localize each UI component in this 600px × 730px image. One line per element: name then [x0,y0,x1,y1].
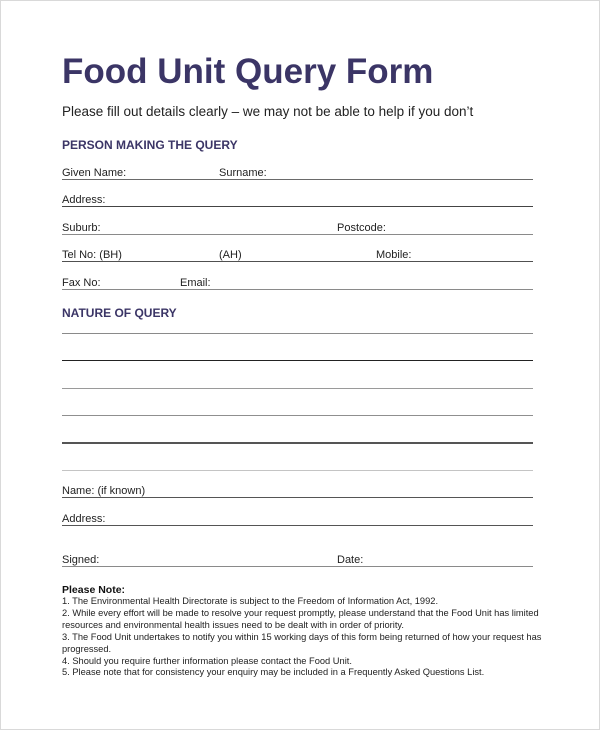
tel-bh-label: Tel No: (BH) [62,249,122,261]
note-item: 1. The Environmental Health Directorate is subject to the Freedom of Information Act, 1992. [62,596,439,606]
fax-email-field[interactable] [62,289,533,290]
address-field[interactable] [62,206,533,207]
signed-date-field[interactable] [62,566,533,567]
mobile-label: Mobile: [376,249,412,261]
date-label: Date: [337,554,364,566]
query-line-1[interactable] [62,333,533,334]
suburb-label: Suburb: [62,222,101,234]
query-line-2[interactable] [62,360,533,361]
address-label: Address: [62,194,106,206]
note-item: 4. Should you require further information please contact the Food Unit. [62,655,352,666]
section-heading-person: PERSON MAKING THE QUERY [62,138,238,152]
subject-address-label: Address: [62,513,106,525]
name-if-known-field[interactable] [62,497,533,498]
note-item: 2. While every effort will be made to resolve your request promptly, please understand that the Food Unit has limited resources and environmental health issues need to be dealt with in order of priority. [62,607,539,630]
given-name-label: Given Name: [62,167,127,179]
name-if-known-label: Name: (if known) [62,485,146,497]
notes-block [62,584,542,679]
query-line-3[interactable] [62,388,533,389]
suburb-postcode-field[interactable] [62,234,533,235]
surname-label: Surname: [219,167,267,179]
signed-label: Signed: [62,554,100,566]
form-title: Food Unit Query Form [62,52,434,91]
postcode-label: Postcode: [337,222,386,234]
note-item: 5. Please note that for consistency your enquiry may be included in a Frequently Asked Questions List. [62,667,485,678]
email-label: Email: [180,277,211,289]
form-subtitle: Please fill out details clearly – we may not be able to help if you don’t [62,104,474,119]
tel-ah-label: (AH) [219,249,242,261]
phone-field[interactable] [62,261,533,262]
query-line-5[interactable] [62,442,533,444]
section-heading-nature: NATURE OF QUERY [62,306,177,320]
given-name-surname-field[interactable] [62,179,533,180]
query-line-4[interactable] [62,415,533,416]
subject-address-field[interactable] [62,525,533,526]
query-line-6[interactable] [62,470,533,471]
fax-label: Fax No: [62,277,101,289]
notes-title: Please Note: [62,584,126,596]
note-item: 3. The Food Unit undertakes to notify you within 15 working days of this form being returned of how your request has progressed. [62,631,542,654]
